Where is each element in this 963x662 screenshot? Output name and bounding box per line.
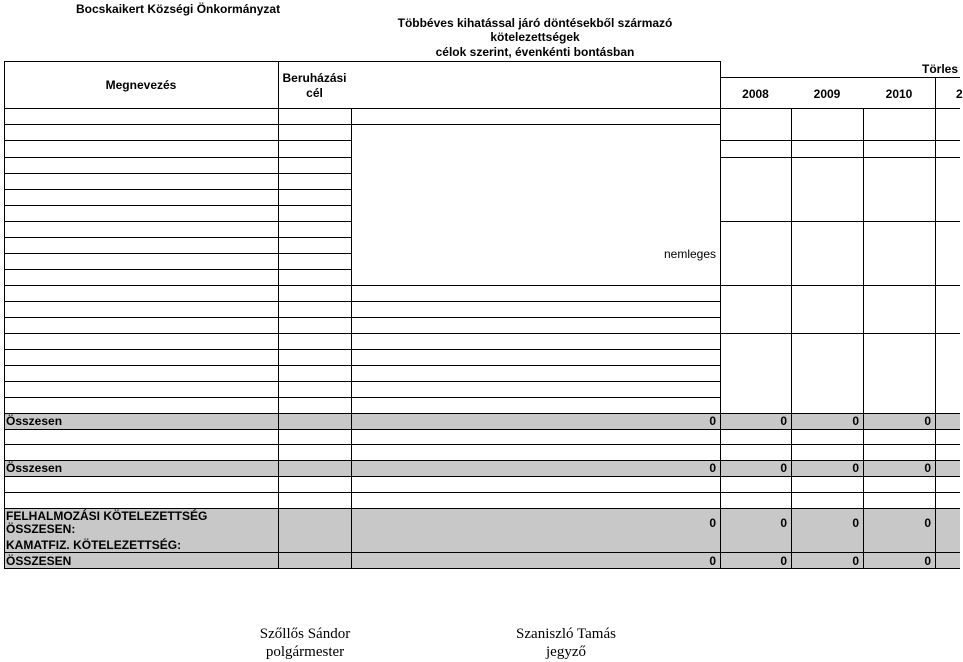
total-row-1-label: Összesen [6, 414, 63, 428]
grand-total-value-4: 0 [924, 554, 931, 568]
total-row-2-value-3: 0 [852, 461, 859, 475]
year-header-3: 2010 [885, 87, 913, 101]
capital-obligation-value-2: 0 [780, 516, 787, 530]
grand-total-value-3: 0 [852, 554, 859, 568]
notary-title: jegyző [546, 644, 586, 660]
total-row-1-value-4: 0 [924, 414, 931, 428]
notary-name: Szaniszló Tamás [516, 626, 616, 642]
grand-total-value-2: 0 [780, 554, 787, 568]
total-row-2-label: Összesen [6, 461, 63, 475]
organization-name: Bocskaikert Községi Önkormányzat [76, 2, 281, 16]
title-line-2: kötelezettségek [490, 30, 580, 44]
title-line-1: Többéves kihatással járó döntésekből származó [397, 16, 673, 30]
total-row-2-value-1: 0 [709, 461, 716, 475]
grand-total-value-1: 0 [709, 554, 716, 568]
grand-total-label: ÖSSZESEN [6, 554, 72, 568]
capital-obligation-value-3: 0 [852, 516, 859, 530]
year-header-2: 2009 [813, 87, 841, 101]
year-header-1: 2008 [742, 87, 769, 101]
capital-obligation-label-line-2: ÖSSZESEN: [6, 522, 76, 536]
column-header-name: Megnevezés [105, 78, 177, 92]
capital-obligation-value-4: 0 [924, 516, 931, 530]
mayor-name: Szőllős Sándor [259, 626, 351, 642]
total-row-2-band [4, 460, 960, 476]
total-row-2-value-4: 0 [924, 461, 931, 475]
interest-obligation-label: KAMATFIZ. KÖTELEZETTSÉG: [6, 538, 182, 552]
capital-obligation-label-line-1: FELHALMOZÁSI KÖTELEZETTSÉG [6, 509, 208, 523]
total-row-1-value-1: 0 [709, 414, 716, 428]
total-row-1-band [4, 413, 960, 429]
empty-note: nemleges [663, 247, 716, 261]
title-line-3: célok szerint, évenkénti bontásban [435, 45, 635, 59]
total-row-1-value-2: 0 [780, 414, 787, 428]
total-row-2-value-2: 0 [780, 461, 787, 475]
year-header-4: 2 [956, 87, 963, 101]
column-header-goal-line-2: cél [306, 86, 323, 100]
repayment-header: Törles [922, 62, 959, 76]
column-header-goal-line-1: Beruházási [282, 71, 347, 85]
total-row-1-value-3: 0 [852, 414, 859, 428]
mayor-title: polgármester [265, 644, 345, 660]
capital-obligation-value-1: 0 [709, 516, 716, 530]
